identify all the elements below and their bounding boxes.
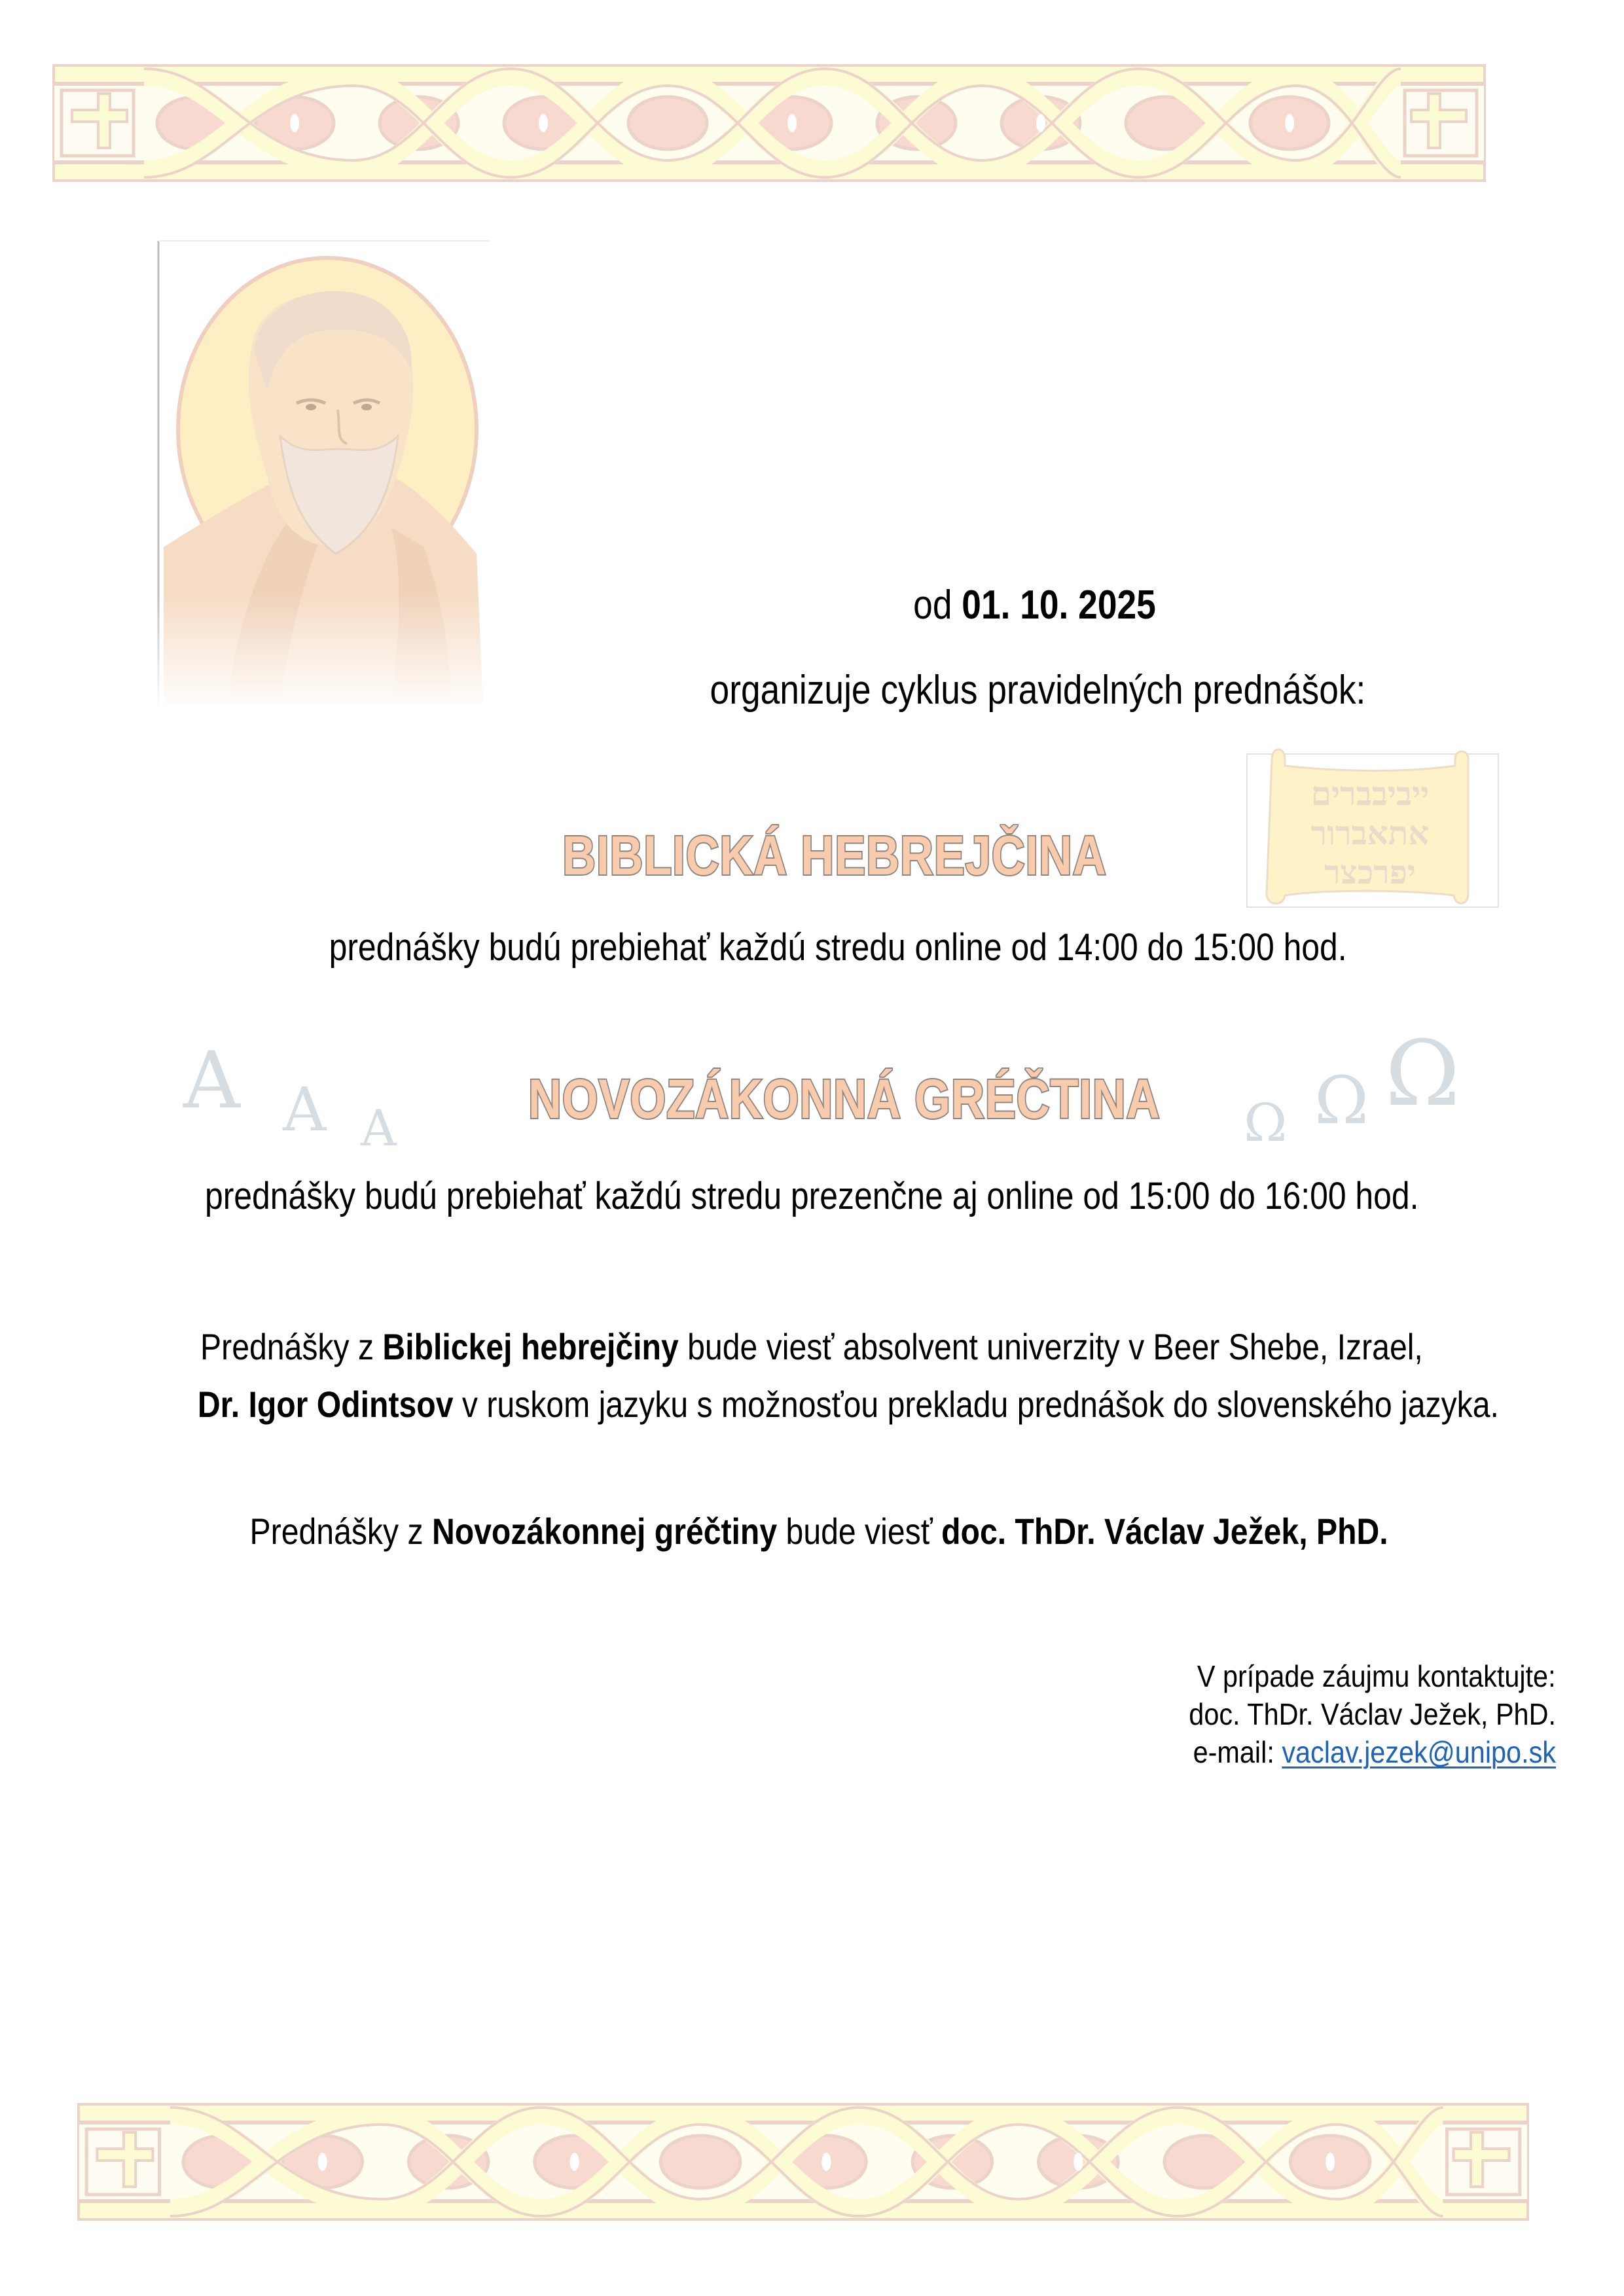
lecturer-hebrew-pre: Prednášky z [200, 1326, 383, 1367]
lecturer-greek-mid: bude viesť [777, 1511, 942, 1552]
start-date [772, 583, 1296, 628]
omega-letter-small: Ω [1244, 1092, 1288, 1153]
celtic-knot-border-bottom [77, 2103, 1529, 2221]
scroll-hebrew-line-3: יפרכצר [1324, 853, 1416, 891]
start-date-value: 01. 10. 2025 [961, 583, 1156, 628]
lecturer-hebrew-line-2 [92, 1384, 1532, 1426]
contact-block [1032, 1657, 1556, 1771]
saint-icon-portrait [156, 240, 496, 711]
alpha-letter-large: A [183, 1035, 240, 1126]
course-title-greek: NOVOZÁKONNÁ GRÉČTINA [528, 1068, 1161, 1130]
contact-email-label: e-mail: [1193, 1735, 1282, 1769]
department-title-line-2: A BYZANTOLÓGIE [694, 393, 1368, 440]
omega-letter-medium: Ω [1314, 1062, 1369, 1139]
course-schedule-hebrew: prednášky budú prebiehať každú stredu online od 14:00 do 15:00 hod. [329, 926, 1347, 969]
contact-intro: V prípade záujmu kontaktujte: [1197, 1659, 1556, 1693]
department-title-line-1: KATEDRA CIRKEVNÝCH DEJÍN [694, 321, 1368, 368]
lecturer-hebrew-course: Biblickej hebrejčiny [382, 1326, 679, 1367]
alpha-letter-small: A [361, 1099, 397, 1157]
course-schedule-greek: prednášky budú prebiehať každú stredu prezenčne aj online od 15:00 do 16:00 hod. [204, 1175, 1419, 1217]
lecturer-hebrew-post: bude viesť absolvent univerzity v Beer Shebe, Izrael, [678, 1326, 1423, 1367]
celtic-knot-border-top [52, 64, 1486, 182]
department-title-line-3: PBF PU V PREŠOVE [694, 465, 1368, 512]
alpha-letter-medium: A [283, 1075, 327, 1145]
lecturer-hebrew-name: Dr. Igor Odintsov [197, 1384, 454, 1425]
lecturer-greek-pre: Prednášky z [249, 1511, 432, 1552]
lecturer-greek-line [157, 1511, 1466, 1552]
contact-name: doc. ThDr. Václav Ježek, PhD. [1189, 1697, 1556, 1731]
scroll-hebrew-line-2: אתאברור [1310, 814, 1430, 852]
scroll-hebrew-line-1: ייביבברים [1310, 774, 1430, 813]
omega-letter-large: Ω [1385, 1021, 1460, 1126]
lecturer-hebrew-language: v ruskom jazyku s možnosťou prekladu prednášok do slovenského jazyka. [453, 1384, 1499, 1425]
lecturer-greek-name: doc. ThDr. Václav Ježek, PhD. [941, 1511, 1388, 1552]
start-date-prefix: od [912, 583, 962, 628]
lecturer-hebrew-line-1 [92, 1326, 1532, 1368]
contact-email-link[interactable]: vaclav.jezek@unipo.sk [1282, 1735, 1556, 1769]
course-title-hebrew: BIBLICKÁ HEBREJČINA [562, 825, 1107, 886]
lecturer-greek-course: Novozákonnej gréčtiny [431, 1511, 778, 1552]
hebrew-scroll [1246, 746, 1507, 916]
intro-text: organizuje cyklus pravidelných prednášok: [710, 668, 1365, 713]
